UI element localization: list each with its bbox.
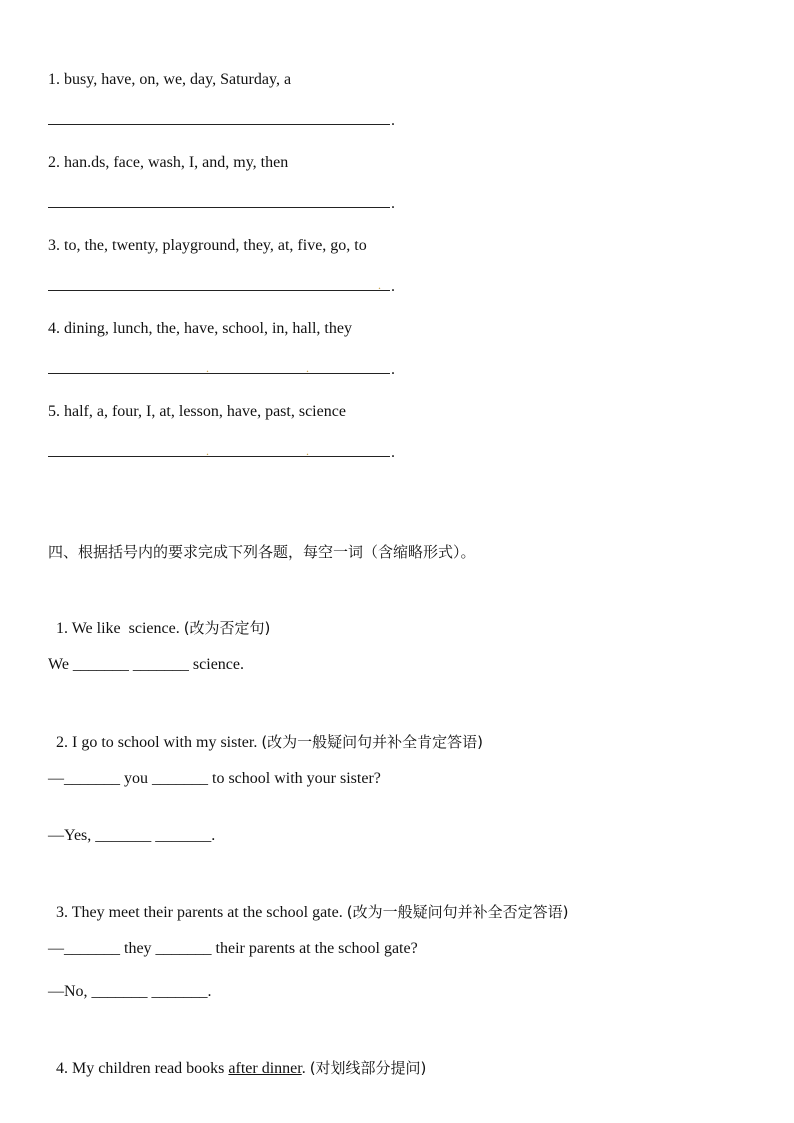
faint-mark: .: [378, 278, 381, 292]
q1-hint: (改为否定句): [183, 619, 271, 637]
item-5-prompt: 5. half, a, four, I, at, lesson, have, past, science: [48, 403, 346, 420]
item-2-prompt: 2. han.ds, face, wash, I, and, my, then: [48, 154, 289, 171]
faint-mark: .: [306, 444, 309, 458]
q3-text: 3. They meet their parents at the school gate.: [56, 904, 347, 921]
q4-text-before: 4. My children read books: [56, 1060, 229, 1077]
q1-text: 1. We like science.: [56, 620, 184, 637]
blank-rule: [48, 373, 390, 374]
q3-question-line[interactable]: —_______ they _______ their parents at the school gate?: [48, 940, 418, 957]
period: .: [391, 112, 395, 129]
q2-question-line[interactable]: —_______ you _______ to school with your sister?: [48, 770, 381, 787]
q2-text: 2. I go to school with my sister.: [56, 734, 262, 751]
q2-hint: (改为一般疑问句并补全肯定答语): [261, 733, 484, 751]
q2-prompt: [48, 712, 483, 753]
blank-rule: [48, 456, 390, 457]
period: .: [391, 278, 395, 295]
q2-answer-line[interactable]: —Yes, _______ _______.: [48, 827, 216, 844]
q3-prompt: [48, 882, 568, 923]
item-3-prompt: 3. to, the, twenty, playground, they, at, five, go, to: [48, 237, 367, 254]
q3-hint: (改为一般疑问句并补全否定答语): [346, 903, 569, 921]
blank-rule: [48, 124, 390, 125]
period: .: [391, 195, 395, 212]
period: .: [391, 361, 395, 378]
blank-rule: [48, 207, 390, 208]
q1-answer[interactable]: We _______ _______ science.: [48, 656, 244, 673]
item-4-prompt: 4. dining, lunch, the, have, school, in, hall, they: [48, 320, 352, 337]
faint-mark: .: [206, 361, 209, 375]
blank-rule: [48, 290, 390, 291]
item-1-prompt: 1. busy, have, on, we, day, Saturday, a: [48, 71, 292, 88]
q4-prompt: [48, 1038, 426, 1079]
q1-prompt: [48, 598, 270, 639]
period: .: [391, 444, 395, 461]
q4-underlined-phrase: after dinner: [228, 1060, 302, 1077]
section-4-heading: 四、根据括号内的要求完成下列各题，每空一词（含缩略形式）。: [48, 543, 476, 561]
faint-mark: .: [306, 361, 309, 375]
q4-hint: (对划线部分提问): [309, 1059, 427, 1077]
q4-text-after: .: [301, 1060, 310, 1077]
q3-answer-line[interactable]: —No, _______ _______.: [48, 983, 212, 1000]
faint-mark: .: [206, 444, 209, 458]
